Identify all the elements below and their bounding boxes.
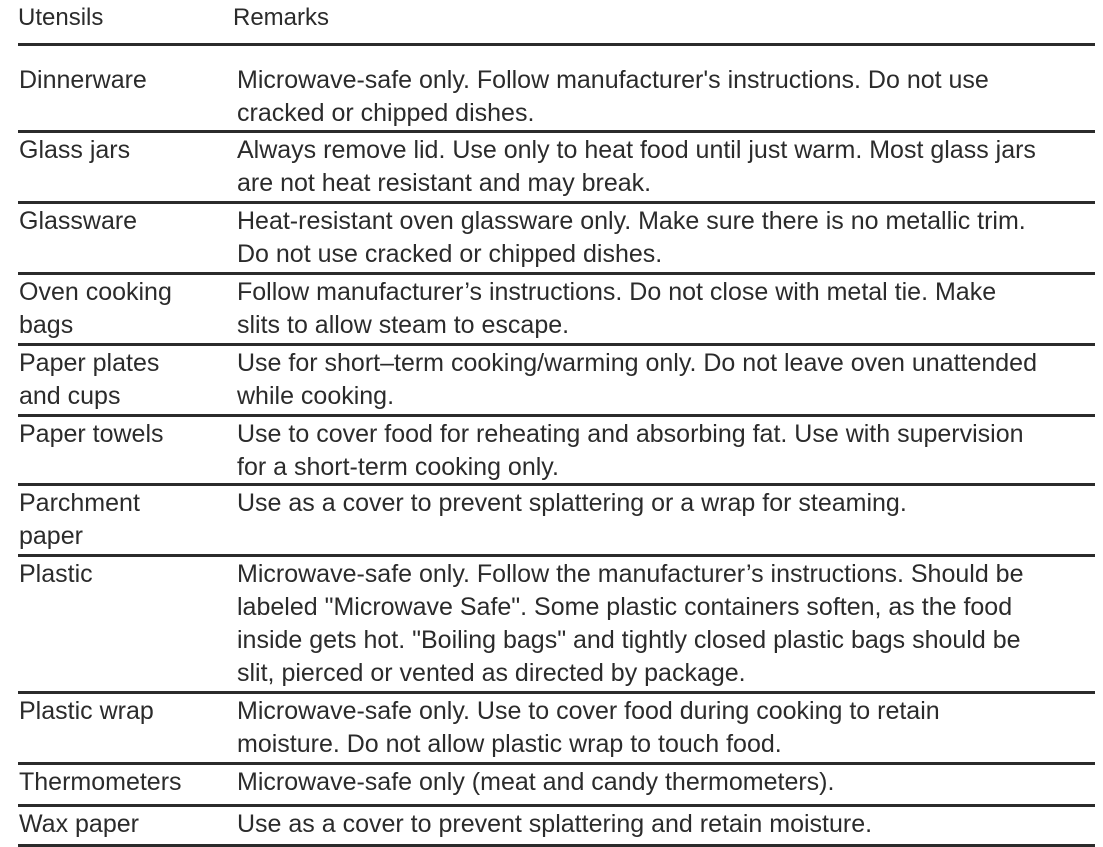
remark-line: Use for short–term cooking/warming only. Do not leave oven unattended [237, 349, 1037, 377]
table-row [18, 486, 1095, 557]
remark-line: slit, pierced or vented as directed by package. [237, 659, 746, 687]
remark-line: Microwave-safe only. Use to cover food during cooking to retain [237, 697, 940, 725]
utensil-cell [18, 346, 234, 414]
remark-cell [234, 417, 1095, 483]
table-row [18, 807, 1095, 847]
utensil-cell [18, 765, 234, 804]
remark-cell [234, 204, 1095, 272]
remark-line: labeled "Microwave Safe". Some plastic containers soften, as the food [237, 593, 1013, 621]
table-body [18, 63, 1095, 847]
utensil-line: Plastic [19, 560, 93, 588]
remark-line: Microwave-safe only. Follow the manufacturer’s instructions. Should be [237, 560, 1024, 588]
remark-cell [234, 486, 1095, 554]
utensil-line: Thermometers [19, 768, 182, 796]
utensil-line: and cups [19, 382, 121, 410]
remark-line: Always remove lid. Use only to heat food until just warm. Most glass jars [237, 136, 1036, 164]
remark-line: Use to cover food for reheating and absorbing fat. Use with supervision [237, 420, 1024, 448]
utensil-line: bags [19, 311, 74, 339]
header-utensils: Utensils [18, 4, 104, 31]
table-row [18, 204, 1095, 275]
remark-cell [234, 346, 1095, 414]
remark-cell [234, 133, 1095, 201]
table-row [18, 417, 1095, 486]
utensil-line: Parchment [19, 489, 140, 517]
remark-cell [234, 807, 1095, 844]
utensil-line: Wax paper [19, 810, 139, 838]
remark-line: Heat-resistant oven glassware only. Make sure there is no metallic trim. [237, 207, 1026, 235]
utensil-line: Plastic wrap [19, 697, 154, 725]
utensil-line: Dinnerware [19, 66, 147, 94]
header-remarks: Remarks [233, 4, 330, 31]
remark-line: Use as a cover to prevent splattering and retain moisture. [237, 810, 873, 838]
utensils-table [18, 0, 1095, 847]
utensil-cell [18, 204, 234, 272]
remark-cell [234, 63, 1095, 130]
table-row [18, 694, 1095, 765]
utensil-line: Glassware [19, 207, 138, 235]
remark-line: moisture. Do not allow plastic wrap to touch food. [237, 730, 782, 758]
remark-line: for a short-term cooking only. [237, 453, 559, 481]
table-row [18, 557, 1095, 694]
table-row [18, 63, 1095, 133]
remark-cell [234, 694, 1095, 762]
utensil-cell [18, 694, 234, 762]
utensil-cell [18, 417, 234, 483]
remark-cell [234, 557, 1095, 691]
utensil-cell [18, 133, 234, 201]
remark-line: while cooking. [237, 382, 395, 410]
utensil-line: Paper plates [19, 349, 160, 377]
remark-line: cracked or chipped dishes. [237, 99, 535, 127]
utensil-cell [18, 275, 234, 343]
remark-line: Use as a cover to prevent splattering or a wrap for steaming. [237, 489, 907, 517]
remark-line: Microwave-safe only. Follow manufacturer's instructions. Do not use [237, 66, 989, 94]
utensil-cell [18, 807, 234, 844]
utensil-line: Glass jars [19, 136, 131, 164]
utensil-cell [18, 557, 234, 691]
utensil-line: paper [19, 522, 83, 550]
remark-cell [234, 275, 1095, 343]
table-header [18, 0, 1095, 46]
utensil-line: Oven cooking [19, 278, 172, 306]
utensil-line: Paper towels [19, 420, 164, 448]
table-row [18, 765, 1095, 807]
remark-line: Do not use cracked or chipped dishes. [237, 240, 663, 268]
utensil-cell [18, 486, 234, 554]
table-row [18, 275, 1095, 346]
remark-line: are not heat resistant and may break. [237, 169, 652, 197]
utensil-cell [18, 63, 234, 130]
remark-line: Follow manufacturer’s instructions. Do not close with metal tie. Make [237, 278, 997, 306]
remark-cell [234, 765, 1095, 804]
remark-line: slits to allow steam to escape. [237, 311, 570, 339]
table-row [18, 133, 1095, 204]
remark-line: Microwave-safe only (meat and candy thermometers). [237, 768, 835, 796]
table-row [18, 346, 1095, 417]
remark-line: inside gets hot. "Boiling bags" and tightly closed plastic bags should be [237, 626, 1021, 654]
